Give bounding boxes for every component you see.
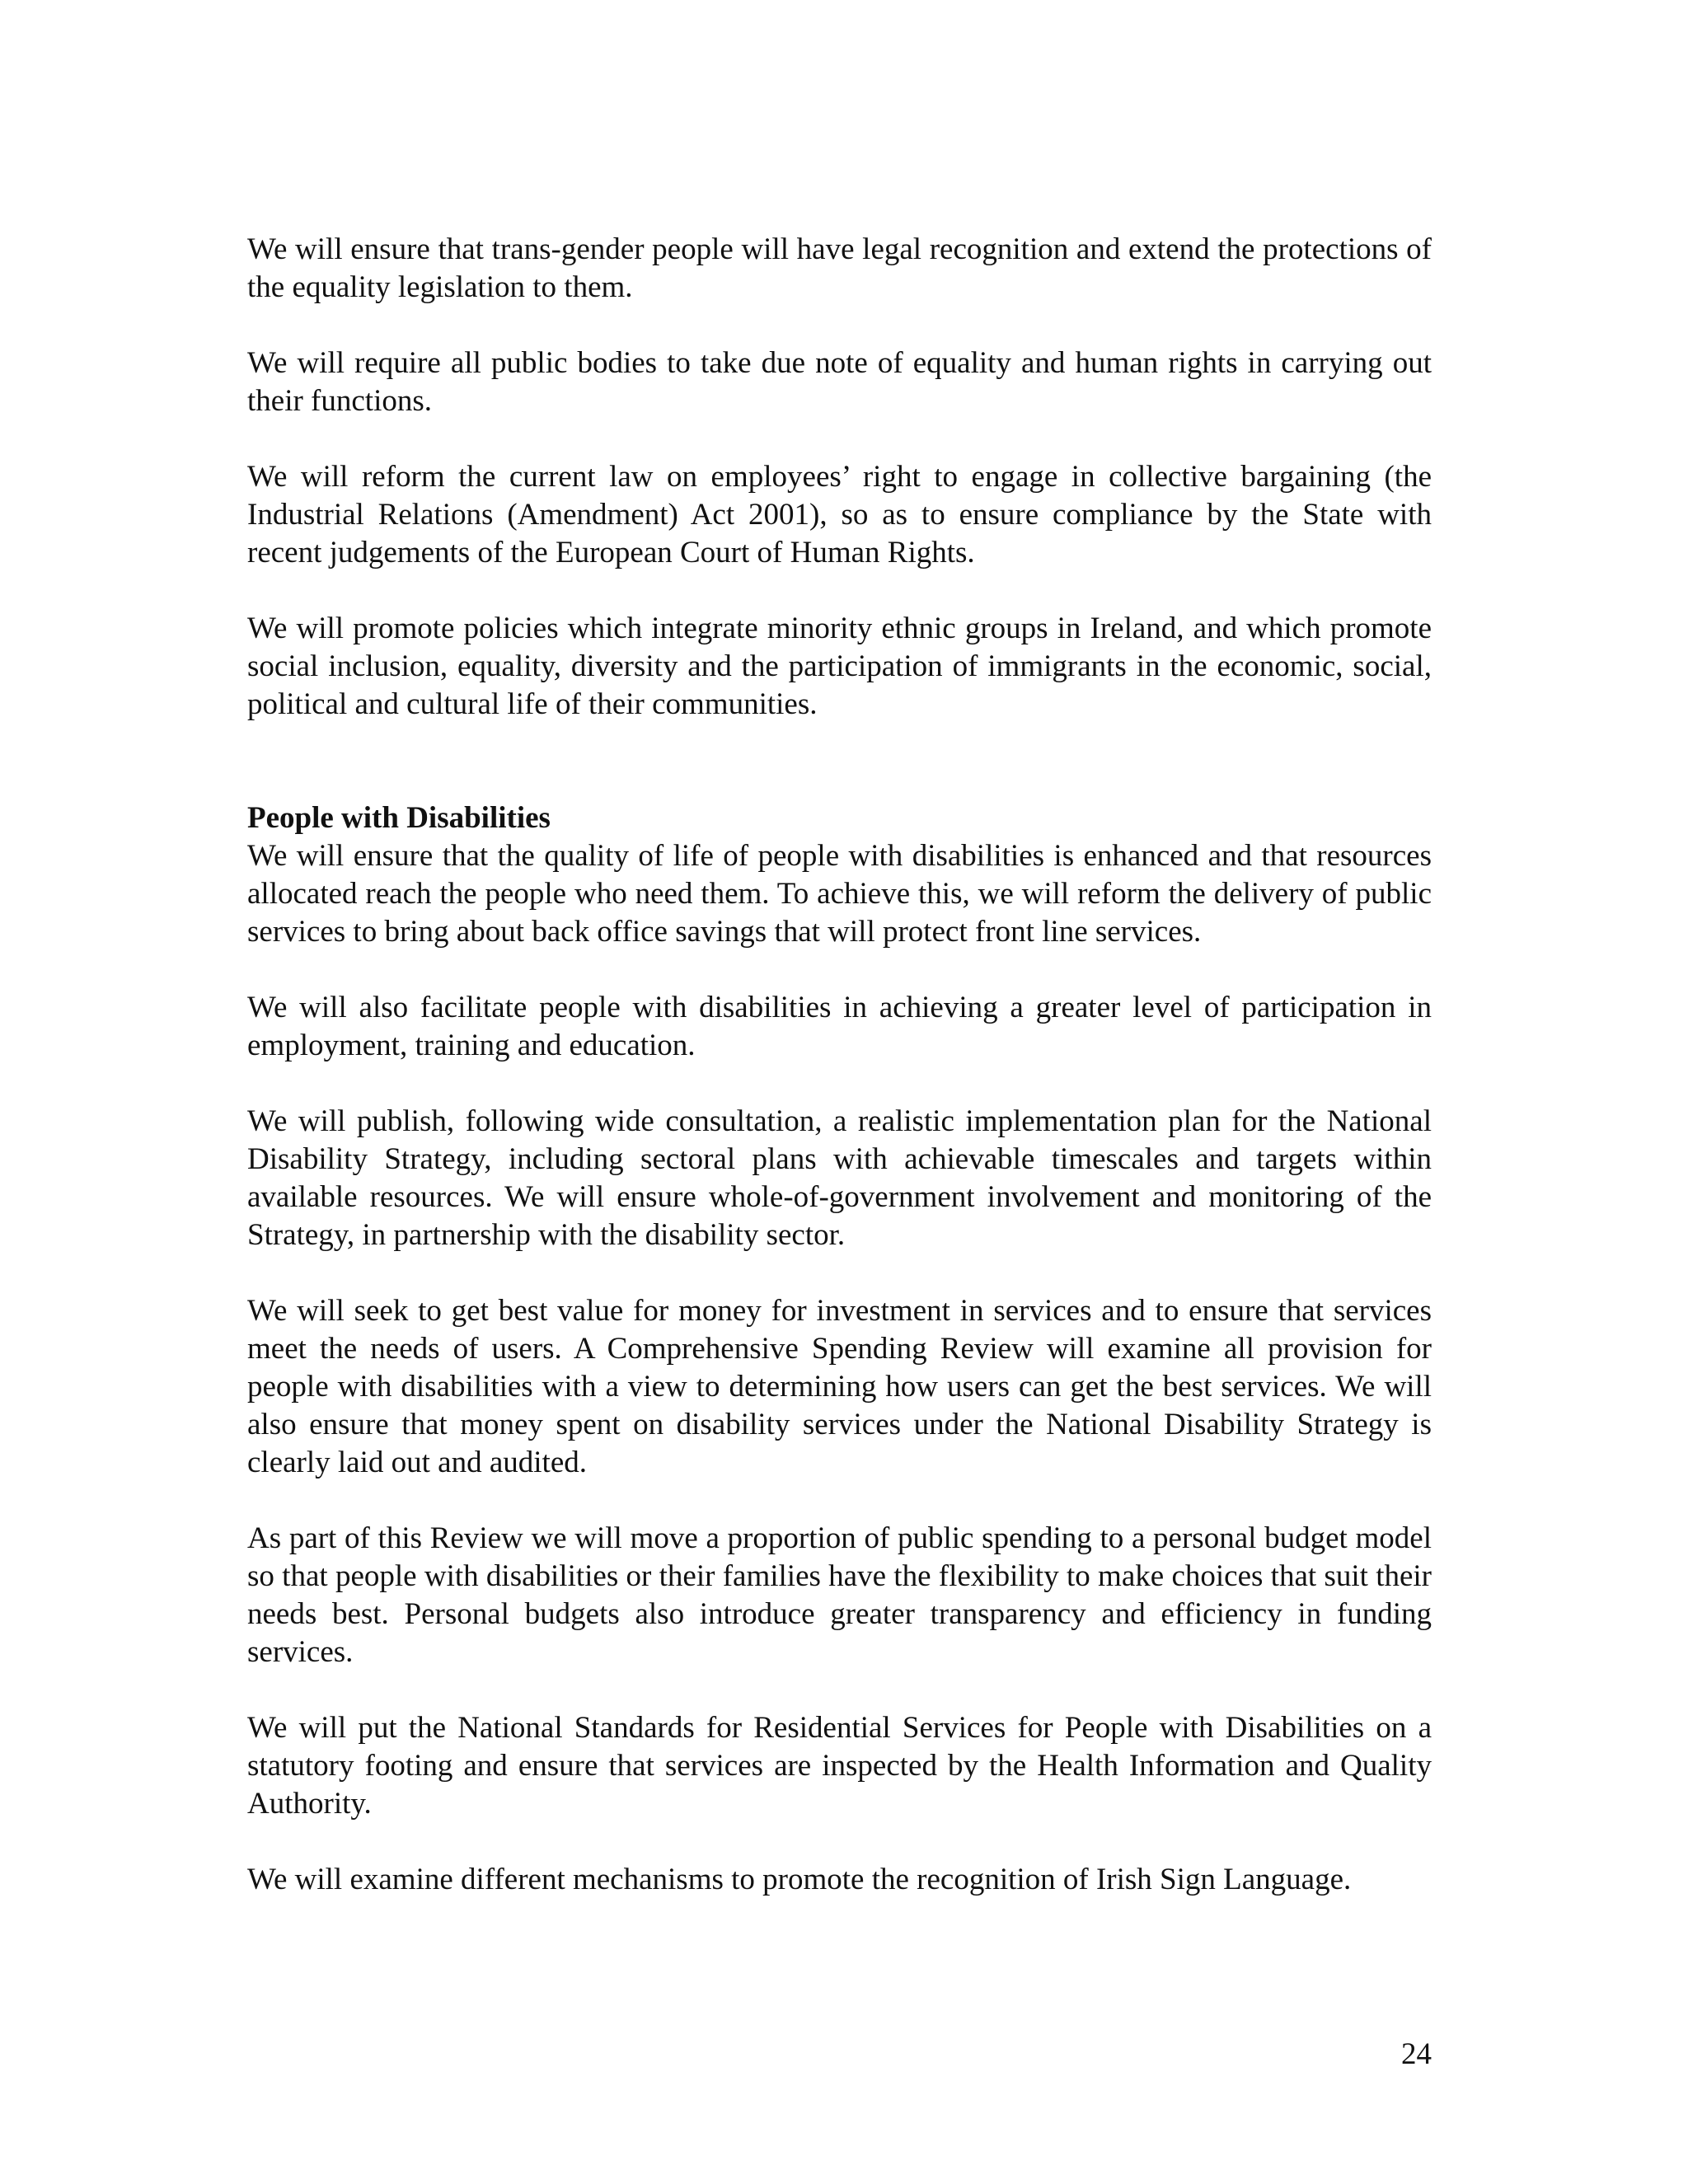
page-content bbox=[247, 231, 1432, 1937]
paragraph-minority-ethnic-groups: We will promote policies which integrate minority ethnic groups in Ireland, and which promote social inclusion, equality, diversity and the participation of immigrants in the economic, social, political and cultural life of their communities. bbox=[247, 612, 1432, 721]
paragraph-personal-budget: As part of this Review we will move a proportion of public spending to a personal budget model so that people with disabilities or their families have the flexibility to make choices that suit their needs best. Personal budgets also introduce greater transparency and efficiency in funding services. bbox=[247, 1521, 1432, 1669]
paragraph-national-standards: We will put the National Standards for Residential Services for People with Disabilities on a statutory footing and ensure that services are inspected by the Health Information and Quality Authority. bbox=[247, 1711, 1432, 1821]
page-number: 24 bbox=[1401, 2037, 1432, 2071]
paragraph-public-bodies-equality: We will require all public bodies to take due note of equality and human rights in carrying out their functions. bbox=[247, 346, 1432, 418]
paragraph-quality-of-life: We will ensure that the quality of life of people with disabilities is enhanced and that resources allocated reach the people who need them. To achieve this, we will reform the delivery of public services to bring about back office savings that will protect front line services. bbox=[247, 839, 1432, 949]
paragraph-irish-sign-language: We will examine different mechanisms to promote the recognition of Irish Sign Language. bbox=[247, 1863, 1352, 1896]
paragraph-collective-bargaining: We will reform the current law on employees’ right to engage in collective bargaining (the Industrial Relations (Amendment) Act 2001), so as to ensure compliance by the State with recent judgements of the European Court of Human Rights. bbox=[247, 460, 1432, 569]
paragraph-participation: We will also facilitate people with disabilities in achieving a greater level of participation in employment, training and education. bbox=[247, 991, 1432, 1062]
paragraph-value-for-money: We will seek to get best value for money for investment in services and to ensure that services meet the needs of users. A Comprehensive Spending Review will examine all provision for people with disabilities with a view to determining how users can get the best services. We will also ensure that money spent on disability services under the National Disability Strategy is clearly laid out and audited. bbox=[247, 1294, 1432, 1479]
section-heading: People with Disabilities bbox=[247, 801, 551, 835]
paragraph-implementation-plan: We will publish, following wide consultation, a realistic implementation plan for the National Disability Strategy, including sectoral plans with achievable timescales and targets within available resources. We will ensure whole-of-government involvement and monitoring of the Strategy, in partnership with the disability sector. bbox=[247, 1104, 1432, 1252]
paragraph-trans-gender-recognition: We will ensure that trans-gender people will have legal recognition and extend the protections of the equality legislation to them. bbox=[247, 232, 1432, 304]
